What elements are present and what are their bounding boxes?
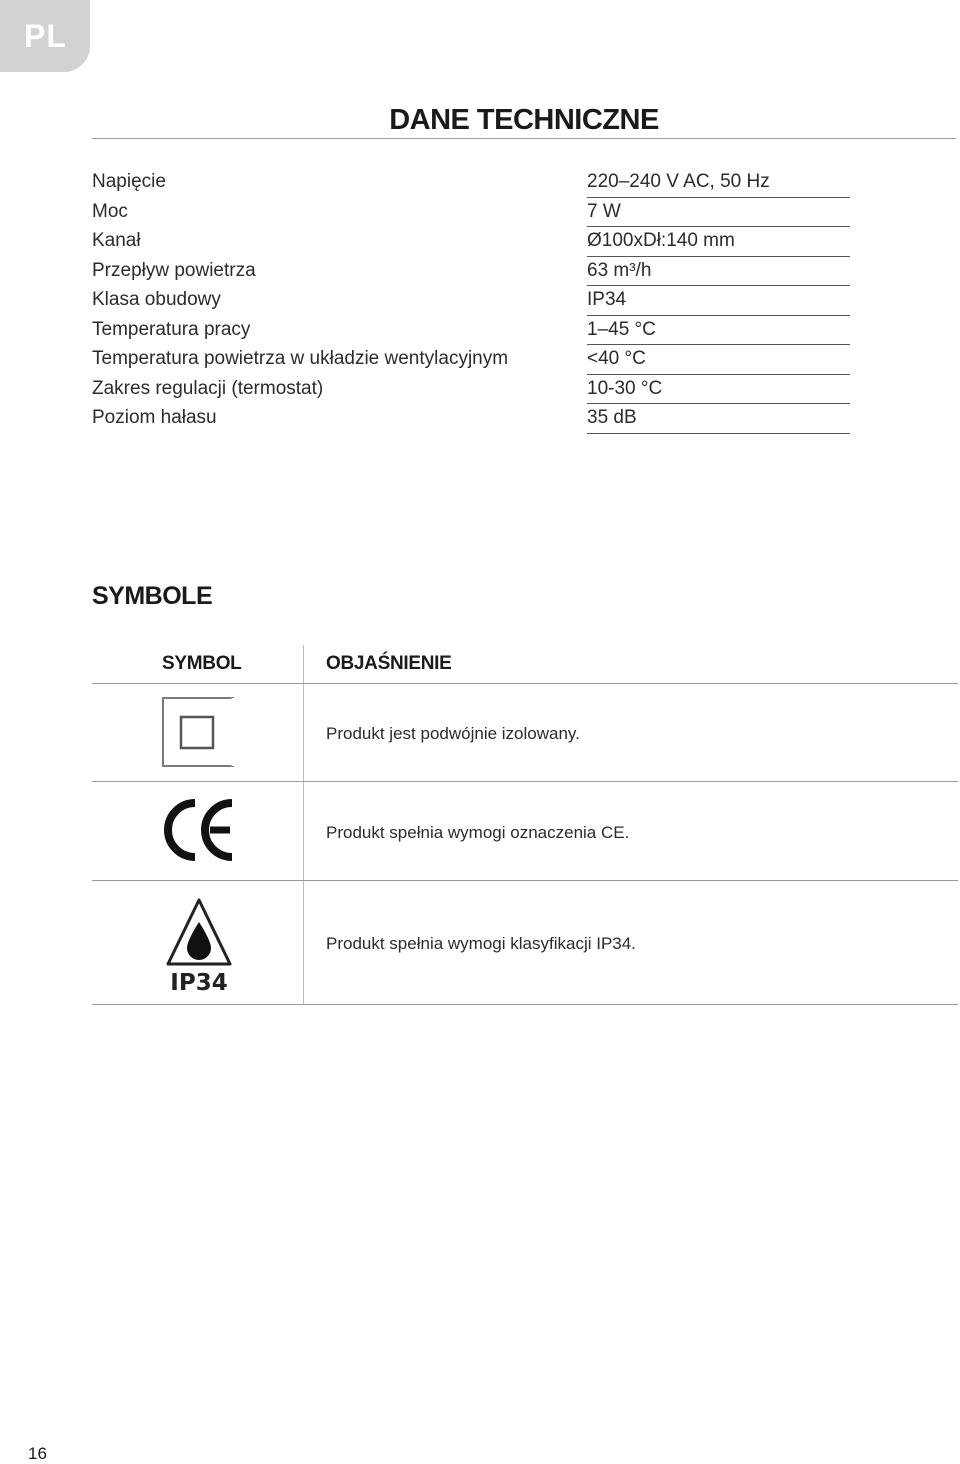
spec-table bbox=[92, 168, 850, 434]
spec-value: 63 m³/h bbox=[587, 259, 652, 281]
spec-label: Napięcie bbox=[92, 171, 166, 192]
spec-label: Zakres regulacji (termostat) bbox=[92, 377, 324, 399]
symbol-description: Produkt spełnia wymogi oznaczenia CE. bbox=[326, 823, 630, 842]
spec-value: 1–45 °C bbox=[587, 318, 656, 340]
spec-row bbox=[92, 316, 850, 346]
spec-value: 7 W bbox=[587, 200, 621, 222]
spec-label: Kanał bbox=[92, 230, 141, 251]
ce-mark-icon bbox=[162, 795, 236, 870]
spec-row bbox=[92, 404, 850, 434]
spec-row bbox=[92, 375, 850, 405]
language-tab-label: PL bbox=[24, 18, 67, 54]
spec-label: Klasa obudowy bbox=[92, 289, 221, 310]
spec-value: <40 °C bbox=[587, 348, 646, 369]
row-divider bbox=[92, 781, 958, 782]
spec-row bbox=[92, 198, 850, 228]
title-divider bbox=[92, 138, 956, 139]
language-tab bbox=[0, 0, 90, 72]
symbol-description: Produkt jest podwójnie izolowany. bbox=[326, 724, 580, 743]
spec-value: Ø100xDł:140 mm bbox=[587, 230, 735, 251]
spec-divider bbox=[587, 433, 850, 434]
symbol-description: Produkt spełnia wymogi klasyfikacji IP34. bbox=[326, 934, 636, 953]
spec-row bbox=[92, 345, 850, 375]
page-title: DANE TECHNICZNE bbox=[389, 104, 659, 136]
spec-label: Poziom hałasu bbox=[92, 407, 217, 428]
spec-row bbox=[92, 227, 850, 257]
header-divider bbox=[92, 683, 958, 684]
explanation-column-header: OBJAŚNIENIE bbox=[326, 653, 452, 674]
symbols-heading: SYMBOLE bbox=[92, 582, 213, 610]
spec-row bbox=[92, 286, 850, 316]
row-divider bbox=[92, 880, 958, 881]
spec-label: Temperatura pracy bbox=[92, 318, 251, 340]
column-divider bbox=[303, 645, 304, 1005]
page-number: 16 bbox=[28, 1444, 47, 1463]
spec-row bbox=[92, 168, 850, 198]
spec-label: Temperatura powietrza w układzie wentylacyjnym bbox=[92, 348, 509, 369]
svg-text:IP34: IP34 bbox=[170, 970, 228, 996]
spec-label: Przepływ powietrza bbox=[92, 259, 256, 281]
spec-label: Moc bbox=[92, 200, 128, 222]
ip34-drop-icon bbox=[164, 896, 234, 1001]
spec-value: 35 dB bbox=[587, 407, 637, 428]
spec-row bbox=[92, 257, 850, 287]
spec-value: 220–240 V AC, 50 Hz bbox=[587, 171, 770, 192]
table-bottom-divider bbox=[92, 1004, 958, 1005]
spec-value: 10-30 °C bbox=[587, 377, 663, 399]
symbol-column-header: SYMBOL bbox=[162, 653, 242, 674]
double-insulation-icon bbox=[162, 697, 236, 774]
spec-value: IP34 bbox=[587, 289, 627, 310]
symbols-table bbox=[92, 645, 958, 1007]
